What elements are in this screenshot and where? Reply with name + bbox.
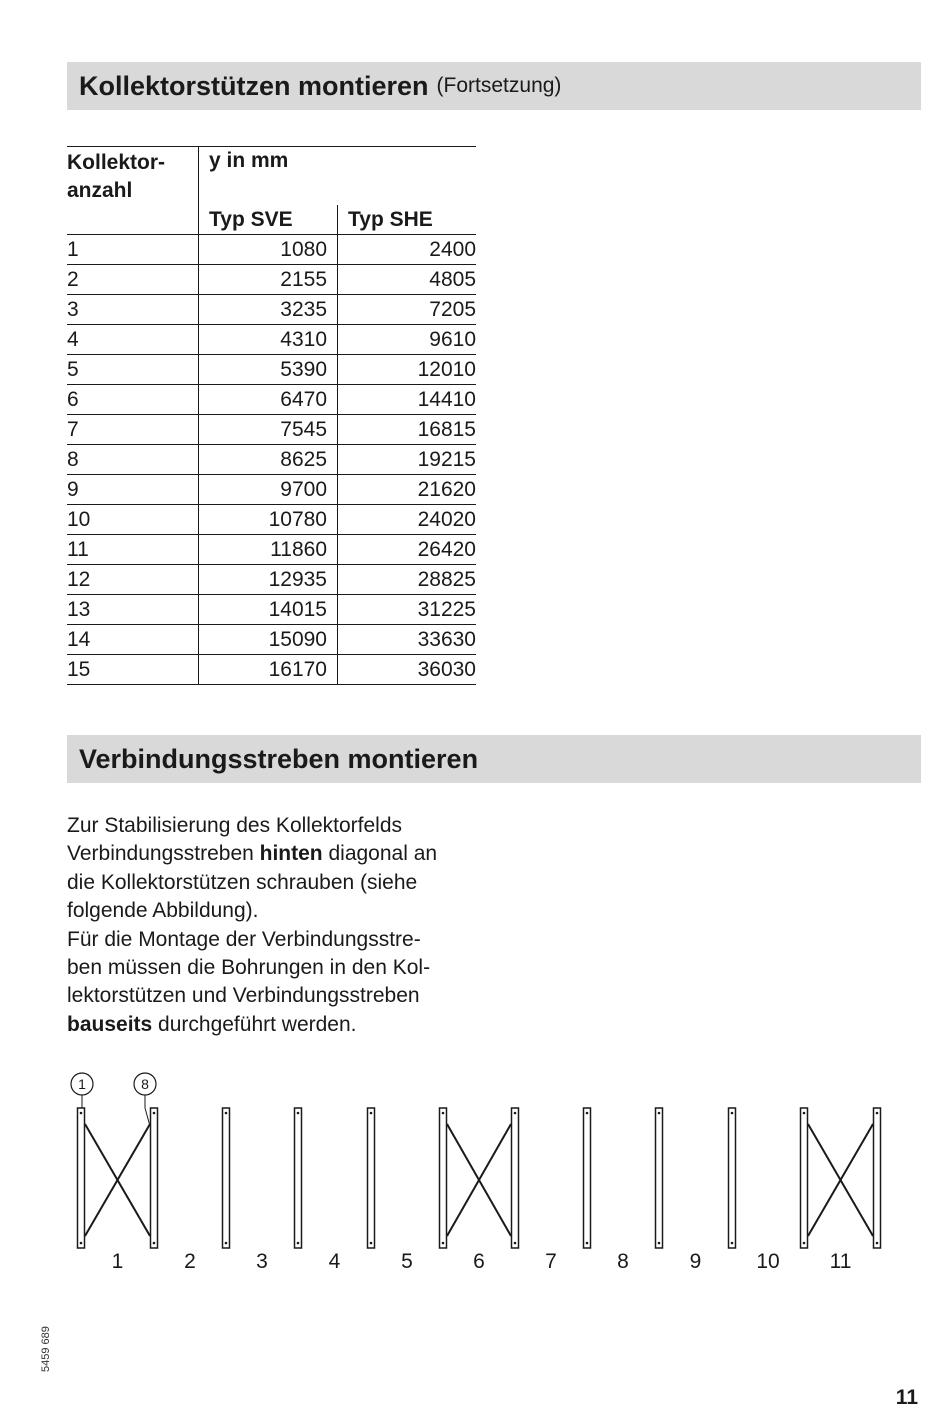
cell-typ-she: 28825: [338, 565, 477, 595]
post-bolt: [80, 1242, 83, 1245]
table-row: [67, 355, 476, 385]
post-bolt: [731, 1242, 734, 1245]
cell-collector-count: 14: [67, 625, 199, 655]
cell-collector-count: 11: [67, 535, 199, 565]
collector-distance-table: [67, 146, 476, 685]
cell-typ-sve: 3235: [199, 295, 338, 325]
post-bolt: [442, 1242, 445, 1245]
field-number-label: 7: [545, 1250, 557, 1273]
cell-typ-she: 21620: [338, 475, 477, 505]
cell-typ-sve: 12935: [199, 565, 338, 595]
cell-collector-count: 13: [67, 595, 199, 625]
post-bolt: [80, 1112, 83, 1115]
post-bolt: [586, 1242, 589, 1245]
cell-collector-count: 4: [67, 325, 199, 355]
post-bolt: [586, 1112, 589, 1115]
header-collector-count: Kollektor- anzahl: [67, 147, 199, 206]
header-spacer: [67, 205, 199, 235]
collector-post: [512, 1108, 519, 1248]
field-number-label: 3: [256, 1250, 268, 1273]
callout-leader: [145, 1108, 150, 1126]
post-bolt: [153, 1112, 156, 1115]
field-number-label: 9: [689, 1250, 702, 1273]
table-row: [67, 505, 476, 535]
post-bolt: [658, 1242, 661, 1245]
section-header-verbindungsstreben: [67, 735, 921, 783]
cell-typ-sve: 7545: [199, 415, 338, 445]
cell-typ-she: 4805: [338, 265, 477, 295]
collector-post: [729, 1108, 736, 1248]
post-bolt: [876, 1242, 879, 1245]
collector-post: [584, 1108, 591, 1248]
post-bolt: [370, 1112, 373, 1115]
callout-number: 1: [78, 1076, 86, 1092]
post-bolt: [297, 1242, 300, 1245]
field-number-label: 11: [829, 1250, 852, 1273]
cell-typ-sve: 1080: [199, 235, 338, 265]
cell-collector-count: 12: [67, 565, 199, 595]
header-y-in-mm: y in mm: [199, 147, 477, 206]
collector-post: [368, 1108, 375, 1248]
cell-typ-sve: 4310: [199, 325, 338, 355]
collector-post: [151, 1108, 158, 1248]
cell-typ-sve: 16170: [199, 655, 338, 685]
table-row: [67, 445, 476, 475]
cell-collector-count: 1: [67, 235, 199, 265]
table-row: [67, 535, 476, 565]
post-bolt: [442, 1112, 445, 1115]
callout-number: 8: [141, 1076, 149, 1092]
collector-post: [295, 1108, 302, 1248]
cell-collector-count: 8: [67, 445, 199, 475]
table-row: [67, 565, 476, 595]
cell-typ-she: 24020: [338, 505, 477, 535]
post-bolt: [225, 1242, 228, 1245]
instruction-paragraph: Zur Stabilisierung des Kollektorfelds Verbindungsstreben hinten diagonal an die Kollektorstützen schrauben (siehe folgende Abbildung). Für die Montage der Verbindungsstre- ben müssen die Bohrungen in den Kol- lektorstützen und Verbindungsstreben bauseits durchgeführt werden.: [67, 814, 438, 1036]
table-row: [67, 295, 476, 325]
cell-collector-count: 5: [67, 355, 199, 385]
cell-typ-she: 33630: [338, 625, 477, 655]
field-number-label: 5: [401, 1250, 413, 1273]
collector-post: [223, 1108, 230, 1248]
cell-typ-she: 26420: [338, 535, 477, 565]
field-number-label: 6: [473, 1250, 485, 1273]
cell-typ-sve: 9700: [199, 475, 338, 505]
cell-typ-she: 14410: [338, 385, 477, 415]
cell-collector-count: 2: [67, 265, 199, 295]
post-bolt: [731, 1112, 734, 1115]
post-bolt: [370, 1242, 373, 1245]
cell-typ-she: 7205: [338, 295, 477, 325]
cell-typ-sve: 15090: [199, 625, 338, 655]
cell-typ-sve: 8625: [199, 445, 338, 475]
post-bolt: [876, 1112, 879, 1115]
field-number-label: 10: [756, 1250, 780, 1273]
table-row: [67, 475, 476, 505]
section-title: Kollektorstützen montieren: [79, 70, 429, 101]
table-row: [67, 265, 476, 295]
post-bolt: [297, 1112, 300, 1115]
field-number-label: 8: [617, 1250, 629, 1273]
post-bolt: [514, 1112, 517, 1115]
cell-collector-count: 10: [67, 505, 199, 535]
cell-collector-count: 9: [67, 475, 199, 505]
table-row: [67, 415, 476, 445]
table-body: [67, 235, 476, 685]
header-typ-she: Typ SHE: [338, 205, 477, 235]
post-bolt: [803, 1112, 806, 1115]
page-number: 11: [895, 1386, 918, 1409]
post-bolt: [225, 1112, 228, 1115]
table-row: [67, 325, 476, 355]
cell-typ-she: 9610: [338, 325, 477, 355]
collector-post: [801, 1108, 808, 1248]
cell-typ-sve: 11860: [199, 535, 338, 565]
cell-collector-count: 15: [67, 655, 199, 685]
table-row: [67, 655, 476, 685]
collector-post: [440, 1108, 447, 1248]
header-typ-sve: Typ SVE: [199, 205, 338, 235]
cell-collector-count: 6: [67, 385, 199, 415]
cell-typ-she: 16815: [338, 415, 477, 445]
field-number-label: 4: [328, 1250, 341, 1273]
table-row: [67, 625, 476, 655]
field-number-label: 1: [111, 1250, 124, 1273]
collector-post: [78, 1108, 85, 1248]
cell-typ-she: 19215: [338, 445, 477, 475]
section-title: Verbindungsstreben montieren: [79, 743, 479, 774]
post-bolt: [153, 1242, 156, 1245]
cell-typ-sve: 14015: [199, 595, 338, 625]
cell-typ-she: 2400: [338, 235, 477, 265]
bracing-diagram: [60, 1068, 900, 1278]
collector-post: [656, 1108, 663, 1248]
section-subtitle: (Fortsetzung): [436, 74, 562, 97]
cell-collector-count: 3: [67, 295, 199, 325]
post-bolt: [514, 1242, 517, 1245]
cell-typ-sve: 6470: [199, 385, 338, 415]
table-row: [67, 235, 476, 265]
table-row: [67, 385, 476, 415]
post-bolt: [803, 1242, 806, 1245]
post-bolt: [658, 1112, 661, 1115]
collector-post: [874, 1108, 881, 1248]
cell-collector-count: 7: [67, 415, 199, 445]
section-header-kollektorstuetzen: [67, 62, 921, 110]
cell-typ-sve: 10780: [199, 505, 338, 535]
table-row: [67, 595, 476, 625]
cell-typ-sve: 5390: [199, 355, 338, 385]
cell-typ-she: 31225: [338, 595, 477, 625]
cell-typ-she: 36030: [338, 655, 477, 685]
field-number-label: 2: [184, 1250, 196, 1273]
cell-typ-sve: 2155: [199, 265, 338, 295]
cell-typ-she: 12010: [338, 355, 477, 385]
document-number: 5459 689: [40, 1326, 52, 1372]
